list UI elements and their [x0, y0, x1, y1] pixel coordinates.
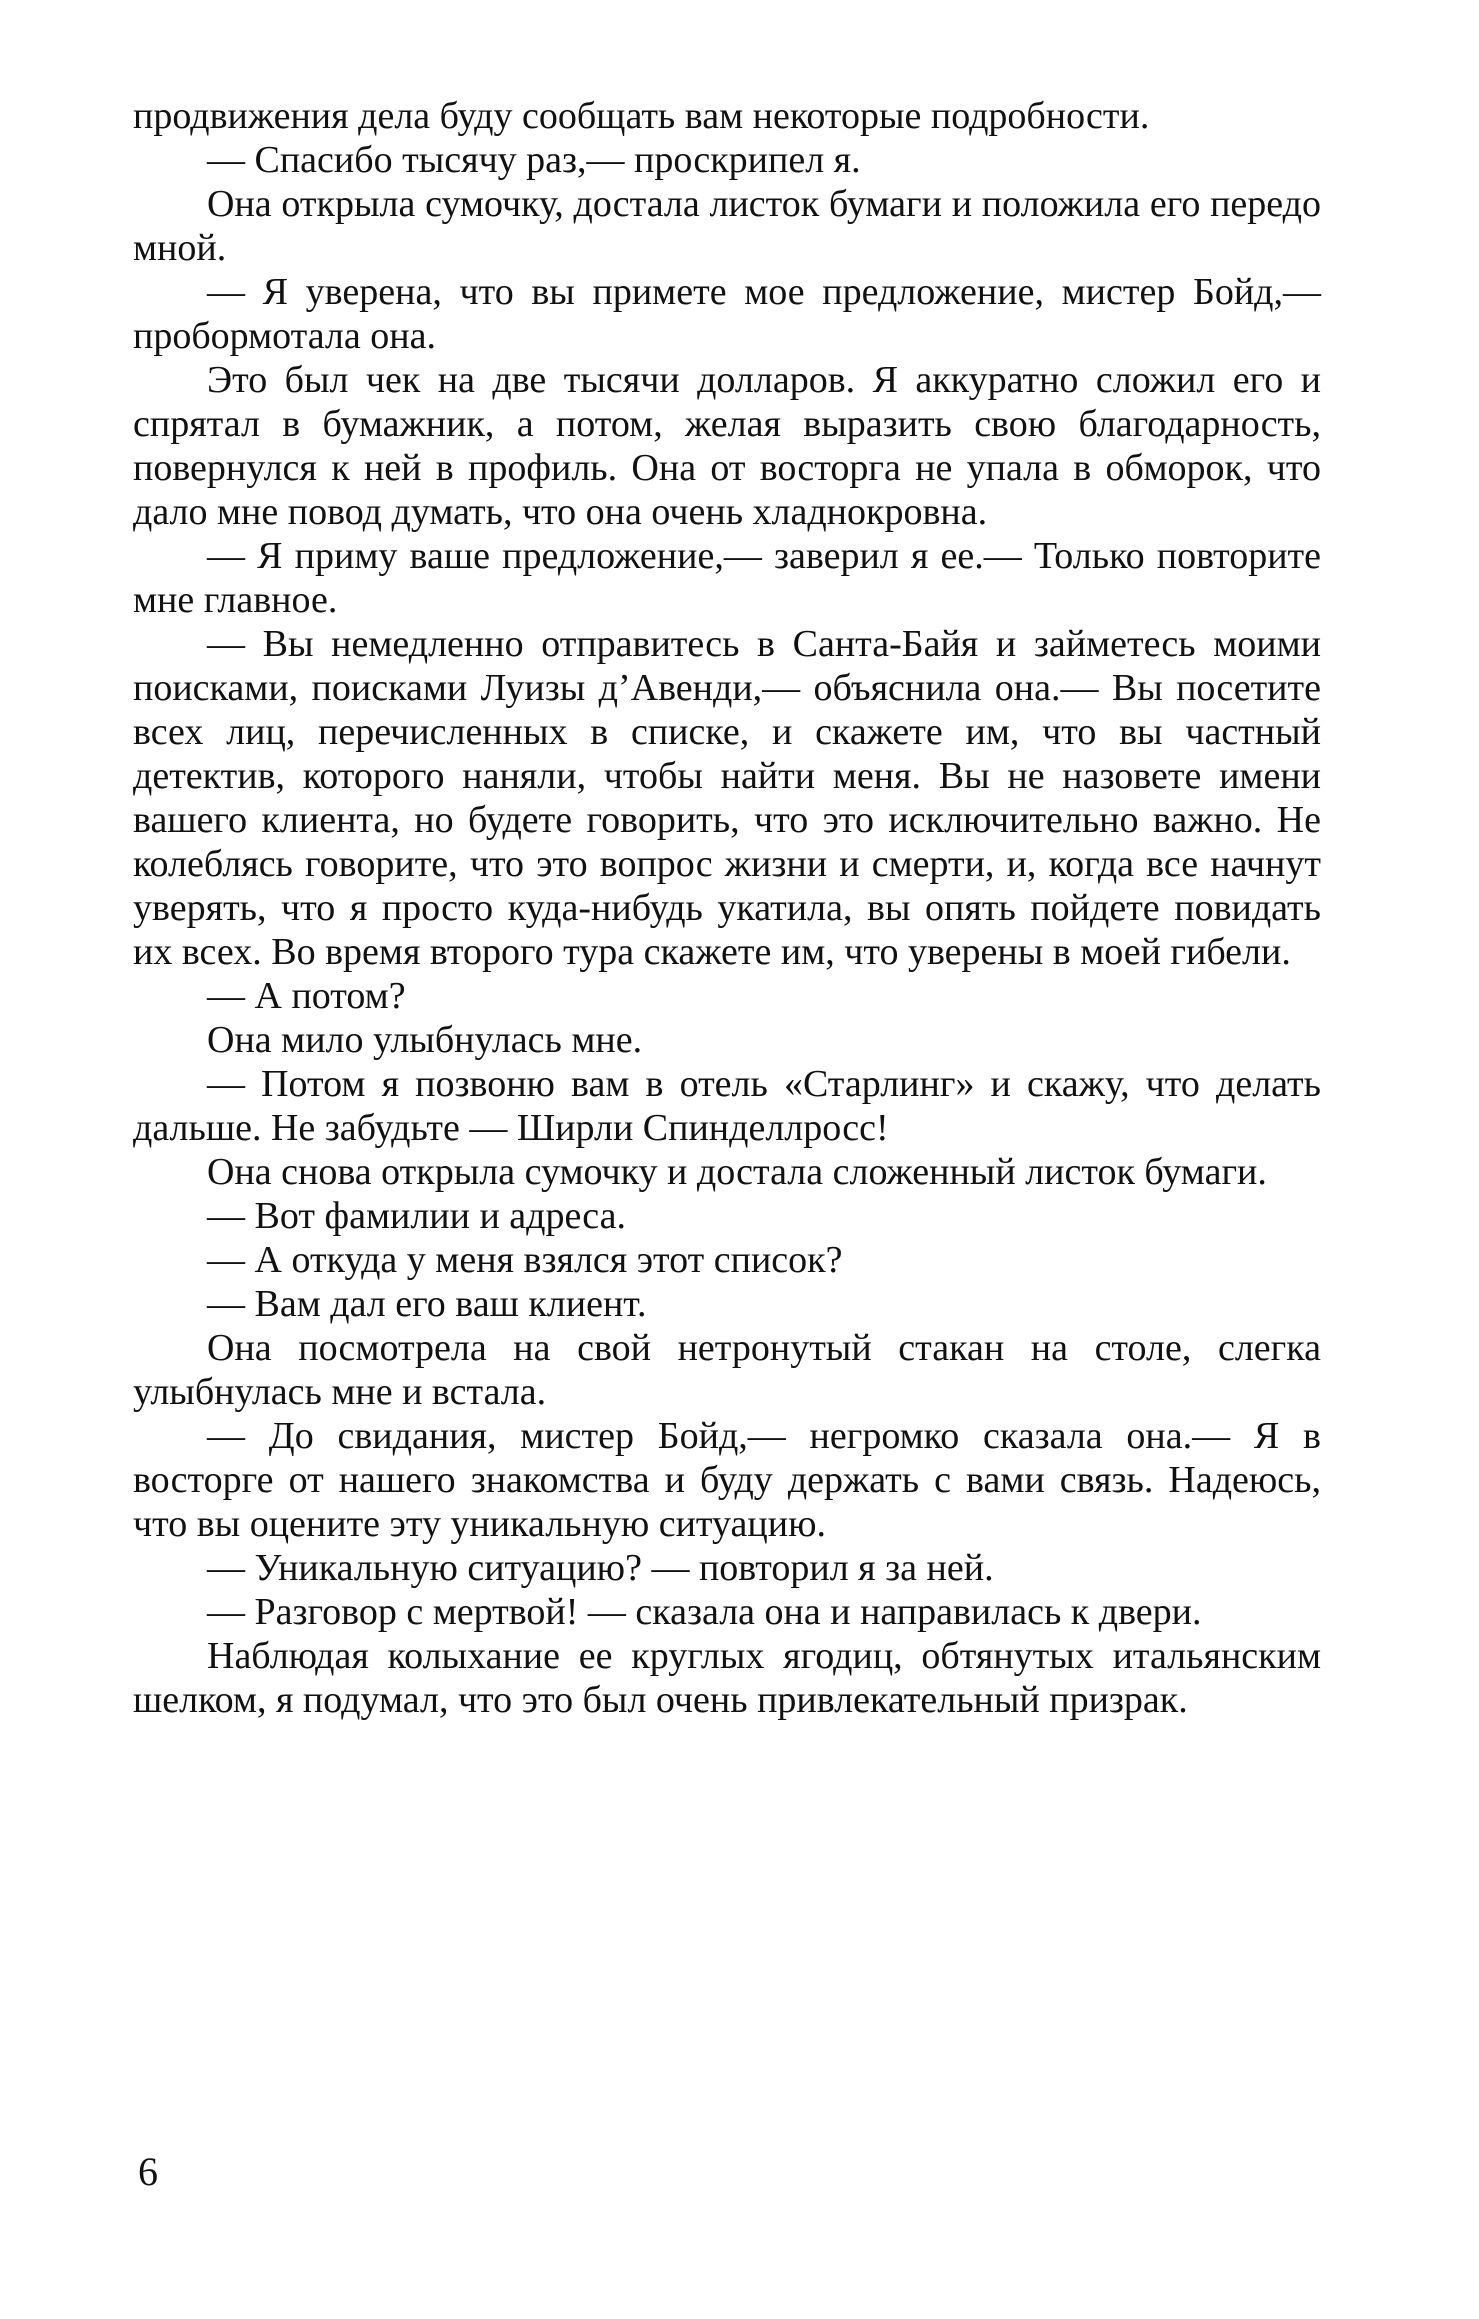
paragraph: Она открыла сумочку, достала листок бумаги и положила его передо мной. — [133, 183, 1321, 269]
paragraph: — А откуда у меня взялся этот список? — [207, 1239, 843, 1281]
paragraph: — Я уверена, что вы примете мое предложение, мистер Бойд,— пробормотала она. — [133, 271, 1321, 357]
paragraph: — Вам дал его ваш клиент. — [207, 1283, 647, 1325]
paragraph: — Вот фамилии и адреса. — [207, 1195, 627, 1237]
page-number: 6 — [138, 2149, 158, 2194]
paragraph: — Потом я позвоню вам в отель «Старлинг» и скажу, что делать дальше. Не забудьте — Ширли Спинделлросс! — [133, 1063, 1321, 1149]
paragraph: — Уникальную ситуацию? — повторил я за ней. — [207, 1547, 994, 1589]
paragraph: продвижения дела буду сообщать вам некоторые подробности. — [133, 95, 1150, 137]
paragraph: — Я приму ваше предложение,— заверил я ее.— Только повторите мне главное. — [133, 535, 1321, 621]
page-body — [133, 94, 1321, 1722]
paragraph: Она мило улыбнулась мне. — [207, 1019, 643, 1061]
paragraph: — Спасибо тысячу раз,— проскрипел я. — [207, 139, 861, 181]
paragraph: Наблюдая колыхание ее круглых ягодиц, обтянутых итальянским шелком, я подумал, что это был очень привлекательный призрак. — [133, 1635, 1321, 1721]
paragraph: — Вы немедленно отправитесь в Санта-Байя и займетесь моими поисками, поисками Луизы д’Авенди,— объяснила она.— Вы посетите всех лиц, перечисленных в списке, и скажете им, что вы частный детектив, которого наняли, чтобы найти меня. Вы не назовете имени вашего клиента, но будете говорить, что это исключительно важно. Не колеблясь говорите, что это вопрос жизни и смерти, и, когда все начнут уверять, что я просто куда-нибудь укатила, вы опять пойдете повидать их всех. Во время второго тура скажете им, что уверены в моей гибели. — [133, 623, 1321, 973]
paragraph: Это был чек на две тысячи долларов. Я аккуратно сложил его и спрятал в бумажник, а потом, желая выразить свою благодарность, повернулся к ней в профиль. Она от восторга не упала в обморок, что дало мне повод думать, что она очень хладнокровна. — [133, 359, 1321, 533]
paragraph: — До свидания, мистер Бойд,— негромко сказала она.— Я в восторге от нашего знакомства и буду держать с вами связь. Надеюсь, что вы оцените эту уникальную ситуацию. — [133, 1415, 1321, 1545]
paragraph: — Разговор с мертвой! — сказала она и направилась к двери. — [207, 1591, 1202, 1633]
paragraph: Она снова открыла сумочку и достала сложенный листок бумаги. — [207, 1151, 1267, 1193]
paragraph: — А потом? — [207, 975, 406, 1017]
paragraph: Она посмотрела на свой нетронутый стакан на столе, слегка улыбнулась мне и встала. — [133, 1327, 1321, 1413]
